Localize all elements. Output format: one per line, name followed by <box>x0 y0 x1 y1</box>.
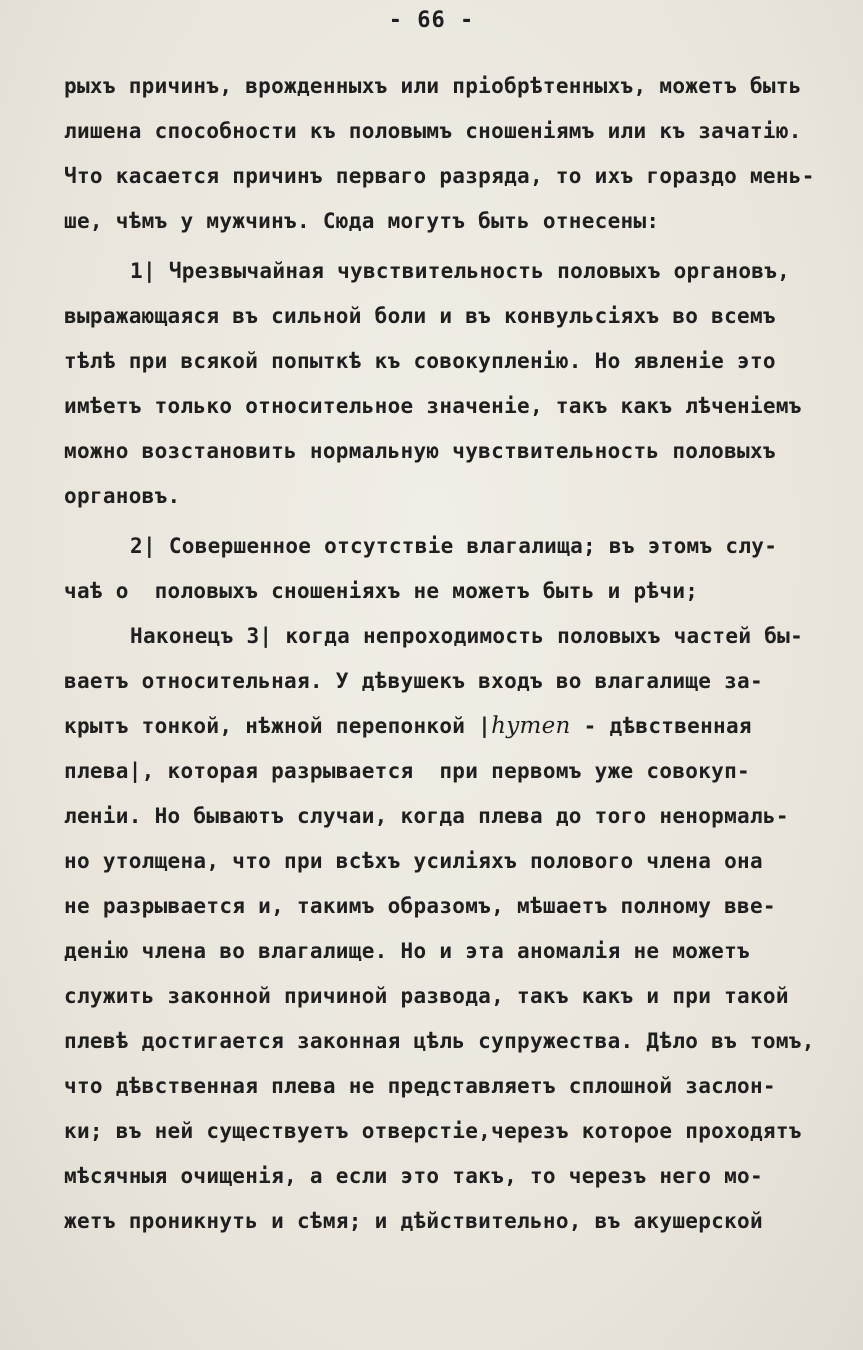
text-line <box>0 1028 863 1054</box>
text-line <box>0 1118 863 1144</box>
line-text: тѣлѣ при всякой попыткѣ къ совокупленію. Но явленіе это <box>64 349 776 373</box>
line-text: не разрывается и, такимъ образомъ, мѣшаетъ полному вве- <box>64 894 776 918</box>
text-line <box>0 623 863 649</box>
text-line <box>0 118 863 144</box>
text-line <box>0 1073 863 1099</box>
text-line <box>0 208 863 234</box>
text-line <box>0 483 863 509</box>
line-text: 2| Совершенное отсутствіе влагалища; въ этомъ слу- <box>130 534 778 558</box>
line-text: ки; въ ней существуетъ отверстіе,черезъ которое проходятъ <box>64 1119 802 1143</box>
line-text: Что касается причинъ перваго разряда, то ихъ гораздо мень- <box>64 164 815 188</box>
text-line <box>0 438 863 464</box>
line-text: ше, чѣмъ у мужчинъ. Сюда могутъ быть отнесены: <box>64 209 660 233</box>
line-text: органовъ. <box>64 484 181 508</box>
line-text: имѣетъ только относительное значеніе, такъ какъ лѣченіемъ <box>64 394 802 418</box>
line-text: можно возстановить нормальную чувствительность половыхъ <box>64 439 776 463</box>
text-line <box>0 303 863 329</box>
text-line <box>0 803 863 829</box>
text-line <box>0 258 863 284</box>
line-text: мѣсячныя очищенія, а если это такъ, то черезъ него мо- <box>64 1164 763 1188</box>
handwritten-word: hymen <box>491 713 571 739</box>
text-line <box>0 848 863 874</box>
line-text: - дѣвственная <box>570 714 752 738</box>
line-text: крытъ тонкой, нѣжной перепонкой | <box>64 714 492 738</box>
text-line <box>0 578 863 604</box>
text-line <box>0 983 863 1009</box>
line-text: 1| Чрезвычайная чувствительность половыхъ органовъ, <box>130 259 791 283</box>
line-text: что дѣвственная плева не представляетъ сплошной заслон- <box>64 1074 776 1098</box>
text-line <box>0 713 863 739</box>
line-text: рыхъ причинъ, врожденныхъ или пріобрѣтенныхъ, можетъ быть <box>64 74 802 98</box>
page-number: - 66 - <box>388 8 475 33</box>
text-line <box>0 533 863 559</box>
line-text: денію члена во влагалище. Но и эта аномалія не можетъ <box>64 939 750 963</box>
text-line <box>0 1208 863 1234</box>
text-line <box>0 163 863 189</box>
line-text: Наконецъ 3| когда непроходимость половыхъ частей бы- <box>130 624 804 648</box>
line-text: плева|, которая разрывается при первомъ уже совокуп- <box>64 759 750 783</box>
text-line <box>0 393 863 419</box>
line-text: служить законной причиной развода, такъ какъ и при такой <box>64 984 789 1008</box>
text-line <box>0 348 863 374</box>
text-line <box>0 938 863 964</box>
line-text: плевѣ достигается законная цѣль супружества. Дѣло въ томъ, <box>64 1029 815 1053</box>
text-line <box>0 1163 863 1189</box>
line-text: жетъ проникнуть и сѣмя; и дѣйствительно, въ акушерской <box>64 1209 763 1233</box>
line-text: лишена способности къ половымъ сношеніямъ или къ зачатію. <box>64 119 802 143</box>
line-text: ваетъ относительная. У дѣвушекъ входъ во влагалище за- <box>64 669 763 693</box>
text-line <box>0 758 863 784</box>
line-text: чаѣ о половыхъ сношеніяхъ не можетъ быть и рѣчи; <box>64 579 699 603</box>
text-line <box>0 668 863 694</box>
line-text: но утолщена, что при всѣхъ усиліяхъ полового члена она <box>64 849 763 873</box>
line-text: леніи. Но бываютъ случаи, когда плева до того ненормаль- <box>64 804 789 828</box>
line-text: выражающаяся въ сильной боли и въ конвульсіяхъ во всемъ <box>64 304 776 328</box>
text-line <box>0 73 863 99</box>
text-line <box>0 893 863 919</box>
